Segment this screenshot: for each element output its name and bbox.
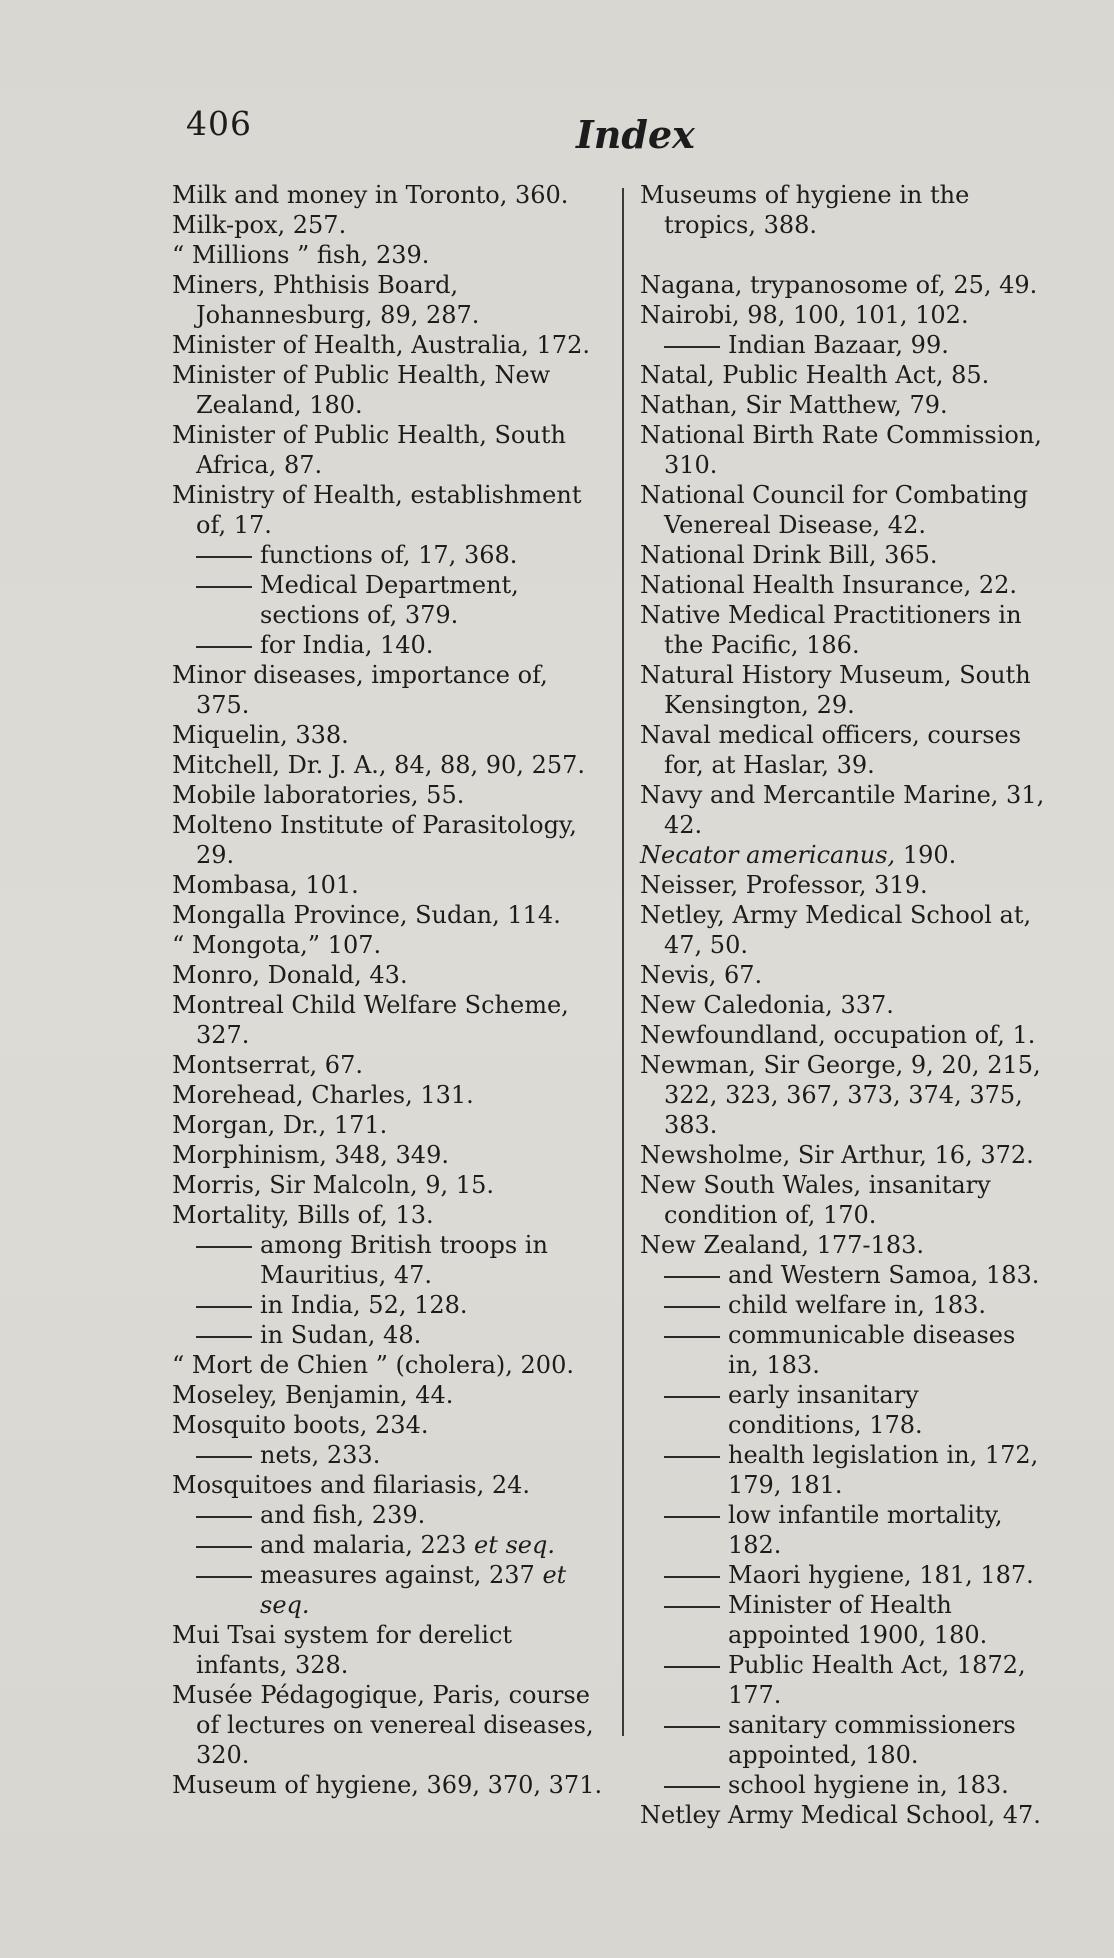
entry-text: National Birth Rate Commission, 310.: [640, 421, 1042, 479]
entry-text: functions of, 17, 368.: [260, 541, 518, 569]
index-entry: [640, 480, 1052, 540]
italic-suffix: et seq.: [473, 1531, 555, 1559]
index-subentry: [640, 1500, 1052, 1560]
index-subentry: [640, 330, 1052, 360]
entry-text: Nairobi, 98, 100, 101, 102.: [640, 301, 969, 329]
entry-text: Mitchell, Dr. J. A., 84, 88, 90, 257.: [172, 751, 586, 779]
ditto-dash: [664, 1336, 720, 1338]
entry-text: Minister of Public Health, South Africa, 87.: [172, 421, 566, 479]
index-entry: [172, 870, 608, 900]
index-entry: [172, 660, 608, 720]
entry-text: Neisser, Professor, 319.: [640, 871, 928, 899]
index-subentry: [172, 1560, 608, 1620]
index-subentry: [640, 1260, 1052, 1290]
entry-text: National Health Insurance, 22.: [640, 571, 1018, 599]
index-subentry: [640, 1380, 1052, 1440]
index-entry: [640, 180, 1052, 240]
index-column-left: [172, 180, 608, 1800]
index-entry: [640, 960, 1052, 990]
ditto-dash: [196, 556, 252, 558]
entry-text: Nathan, Sir Matthew, 79.: [640, 391, 948, 419]
index-entry: [172, 1080, 608, 1110]
ditto-dash: [664, 1576, 720, 1578]
index-subentry: [640, 1770, 1052, 1800]
index-subentry: [172, 1440, 608, 1470]
entry-text: Netley Army Medical School, 47.: [640, 1801, 1041, 1829]
index-entry: [640, 660, 1052, 720]
index-subentry: [172, 1230, 608, 1290]
entry-text: Morgan, Dr., 171.: [172, 1111, 388, 1139]
index-entry: [640, 1050, 1052, 1140]
ditto-dash: [664, 346, 720, 348]
entry-text: for India, 140.: [260, 631, 434, 659]
index-entry: [640, 390, 1052, 420]
page-number: 406: [186, 104, 252, 143]
entry-text: “ Mort de Chien ” (cholera), 200.: [172, 1351, 574, 1379]
entry-text: Moseley, Benjamin, 44.: [172, 1381, 454, 1409]
index-subentry: [640, 1710, 1052, 1770]
ditto-dash: [196, 1456, 252, 1458]
index-subentry: [640, 1320, 1052, 1380]
italic-term: Necator americanus,: [640, 841, 896, 869]
entry-text: communicable diseases in, 183.: [728, 1321, 1016, 1379]
entry-text: National Council for Combating Venereal Disease, 42.: [640, 481, 1029, 539]
entry-text: Naval medical officers, courses for, at Haslar, 39.: [640, 721, 1022, 779]
entry-text: Mortality, Bills of, 13.: [172, 1201, 434, 1229]
entry-text: Molteno Institute of Parasitology, 29.: [172, 811, 577, 869]
entry-text: Newfoundland, occupation of, 1.: [640, 1021, 1036, 1049]
entry-text: Public Health Act, 1872, 177.: [728, 1651, 1026, 1709]
index-entry: [172, 1050, 608, 1080]
index-subentry: [172, 1320, 608, 1350]
index-entry: [172, 780, 608, 810]
index-subentry: [172, 630, 608, 660]
ditto-dash: [664, 1606, 720, 1608]
index-entry: [172, 960, 608, 990]
index-entry: [172, 210, 608, 240]
index-subentry: [640, 1590, 1052, 1650]
index-subentry: [640, 1650, 1052, 1710]
index-entry: [640, 570, 1052, 600]
column-divider: [622, 188, 624, 1736]
index-entry: [172, 810, 608, 870]
index-entry: [172, 1680, 608, 1770]
entry-text: Morris, Sir Malcoln, 9, 15.: [172, 1171, 494, 1199]
index-entry: [640, 840, 1052, 870]
entry-text: in Sudan, 48.: [260, 1321, 422, 1349]
index-subentry: [172, 570, 608, 630]
entry-text: Medical Department, sections of, 379.: [260, 571, 519, 629]
entry-text: Natural History Museum, South Kensington, 29.: [640, 661, 1031, 719]
entry-text: 190.: [902, 841, 957, 869]
index-entry: [640, 720, 1052, 780]
index-entry: [172, 330, 608, 360]
entry-text: Morehead, Charles, 131.: [172, 1081, 474, 1109]
entry-text: Navy and Mercantile Marine, 31, 42.: [640, 781, 1045, 839]
entry-text: Newman, Sir George, 9, 20, 215, 322, 323, 367, 373, 374, 375, 383.: [640, 1051, 1041, 1139]
entry-text: Mongalla Province, Sudan, 114.: [172, 901, 561, 929]
entry-text: Minister of Public Health, New Zealand, 180.: [172, 361, 551, 419]
entry-text: Miquelin, 338.: [172, 721, 349, 749]
entry-text: Miners, Phthisis Board, Johannesburg, 89, 287.: [172, 271, 480, 329]
index-entry: [172, 1200, 608, 1230]
index-entry: [640, 1230, 1052, 1260]
entry-text: Mui Tsai system for derelict infants, 328.: [172, 1621, 513, 1679]
entry-text: Nevis, 67.: [640, 961, 763, 989]
ditto-dash: [664, 1276, 720, 1278]
entry-text: Museums of hygiene in the tropics, 388.: [640, 181, 970, 239]
entry-text: Mosquito boots, 234.: [172, 1411, 429, 1439]
index-entry: [640, 540, 1052, 570]
entry-text: Montreal Child Welfare Scheme, 327.: [172, 991, 569, 1049]
index-entry: [172, 750, 608, 780]
index-entry: [172, 720, 608, 750]
entry-text: Monro, Donald, 43.: [172, 961, 408, 989]
index-entry: [640, 900, 1052, 960]
entry-text: and fish, 239.: [260, 1501, 426, 1529]
entry-text: Nagana, trypanosome of, 25, 49.: [640, 271, 1038, 299]
entry-text: Indian Bazaar, 99.: [728, 331, 949, 359]
entry-text: Montserrat, 67.: [172, 1051, 363, 1079]
entry-text: child welfare in, 183.: [728, 1291, 986, 1319]
entry-text: and malaria, 223: [260, 1531, 467, 1559]
entry-text: and Western Samoa, 183.: [728, 1261, 1040, 1289]
index-entry: [640, 300, 1052, 330]
ditto-dash: [196, 1546, 252, 1548]
index-entry: [172, 1470, 608, 1500]
index-entry: [640, 780, 1052, 840]
index-subentry: [172, 1530, 608, 1560]
index-entry: [172, 360, 608, 420]
entry-text: nets, 233.: [260, 1441, 381, 1469]
entry-text: sanitary commissioners appointed, 180.: [728, 1711, 1016, 1769]
index-entry: [172, 270, 608, 330]
index-subentry: [172, 1290, 608, 1320]
entry-text: Minister of Health, Australia, 172.: [172, 331, 590, 359]
entry-text: measures against, 237: [260, 1561, 535, 1589]
ditto-dash: [664, 1516, 720, 1518]
ditto-dash: [196, 586, 252, 588]
index-subentry: [172, 540, 608, 570]
section-gap: [640, 240, 1052, 270]
index-entry: [640, 1170, 1052, 1230]
index-entry: [172, 990, 608, 1050]
entry-text: Minister of Health appointed 1900, 180.: [728, 1591, 988, 1649]
entry-text: health legislation in, 172, 179, 181.: [728, 1441, 1039, 1499]
index-entry: [172, 1170, 608, 1200]
index-entry: [172, 480, 608, 540]
index-entry: [640, 1800, 1052, 1830]
entry-text: New Caledonia, 337.: [640, 991, 894, 1019]
index-entry: [172, 1770, 608, 1800]
ditto-dash: [196, 646, 252, 648]
ditto-dash: [664, 1456, 720, 1458]
entry-text: school hygiene in, 183.: [728, 1771, 1009, 1799]
entry-text: in India, 52, 128.: [260, 1291, 468, 1319]
entry-text: Musée Pédagogique, Paris, course of lectures on venereal diseases, 320.: [172, 1681, 594, 1769]
running-title: Index: [576, 112, 695, 157]
entry-text: Mombasa, 101.: [172, 871, 359, 899]
entry-text: Newsholme, Sir Arthur, 16, 372.: [640, 1141, 1034, 1169]
index-entry: [172, 1410, 608, 1440]
index-entry: [172, 1380, 608, 1410]
index-entry: [172, 1350, 608, 1380]
entry-text: among British troops in Mauritius, 47.: [260, 1231, 548, 1289]
entry-text: Milk and money in Toronto, 360.: [172, 181, 569, 209]
ditto-dash: [664, 1786, 720, 1788]
entry-text: Ministry of Health, establishment of, 17.: [172, 481, 582, 539]
ditto-dash: [196, 1336, 252, 1338]
index-entry: [172, 180, 608, 210]
entry-text: Minor diseases, importance of, 375.: [172, 661, 548, 719]
index-entry: [172, 930, 608, 960]
ditto-dash: [664, 1306, 720, 1308]
entry-text: “ Millions ” fish, 239.: [172, 241, 430, 269]
index-entry: [172, 900, 608, 930]
entry-text: “ Mongota,” 107.: [172, 931, 382, 959]
ditto-dash: [196, 1576, 252, 1578]
entry-text: Mosquitoes and filariasis, 24.: [172, 1471, 531, 1499]
index-entry: [640, 420, 1052, 480]
index-subentry: [640, 1560, 1052, 1590]
index-entry: [640, 870, 1052, 900]
ditto-dash: [664, 1726, 720, 1728]
entry-text: early insanitary conditions, 178.: [728, 1381, 923, 1439]
index-entry: [172, 420, 608, 480]
index-entry: [640, 1020, 1052, 1050]
entry-text: New Zealand, 177-183.: [640, 1231, 924, 1259]
index-subentry: [640, 1290, 1052, 1320]
ditto-dash: [196, 1306, 252, 1308]
index-subentry: [172, 1500, 608, 1530]
entry-text: Museum of hygiene, 369, 370, 371.: [172, 1771, 603, 1799]
entry-text: Native Medical Practitioners in the Pacific, 186.: [640, 601, 1022, 659]
index-entry: [640, 990, 1052, 1020]
entry-text: Natal, Public Health Act, 85.: [640, 361, 990, 389]
entry-text: Milk-pox, 257.: [172, 211, 347, 239]
entry-text: National Drink Bill, 365.: [640, 541, 938, 569]
index-entry: [640, 360, 1052, 390]
ditto-dash: [196, 1516, 252, 1518]
entry-text: Morphinism, 348, 349.: [172, 1141, 449, 1169]
index-entry: [172, 240, 608, 270]
ditto-dash: [664, 1396, 720, 1398]
index-column-right: [640, 180, 1052, 1830]
italic-suffix: et seq.: [260, 1561, 567, 1619]
index-entry: [640, 1140, 1052, 1170]
index-entry: [640, 600, 1052, 660]
entry-text: Mobile laboratories, 55.: [172, 781, 465, 809]
index-entry: [172, 1110, 608, 1140]
index-entry: [172, 1620, 608, 1680]
ditto-dash: [664, 1666, 720, 1668]
index-entry: [640, 270, 1052, 300]
entry-text: Maori hygiene, 181, 187.: [728, 1561, 1034, 1589]
entry-text: low infantile mortality, 182.: [728, 1501, 1003, 1559]
entry-text: Netley, Army Medical School at, 47, 50.: [640, 901, 1032, 959]
entry-text: New South Wales, insanitary condition of, 170.: [640, 1171, 991, 1229]
index-subentry: [640, 1440, 1052, 1500]
ditto-dash: [196, 1246, 252, 1248]
index-entry: [172, 1140, 608, 1170]
